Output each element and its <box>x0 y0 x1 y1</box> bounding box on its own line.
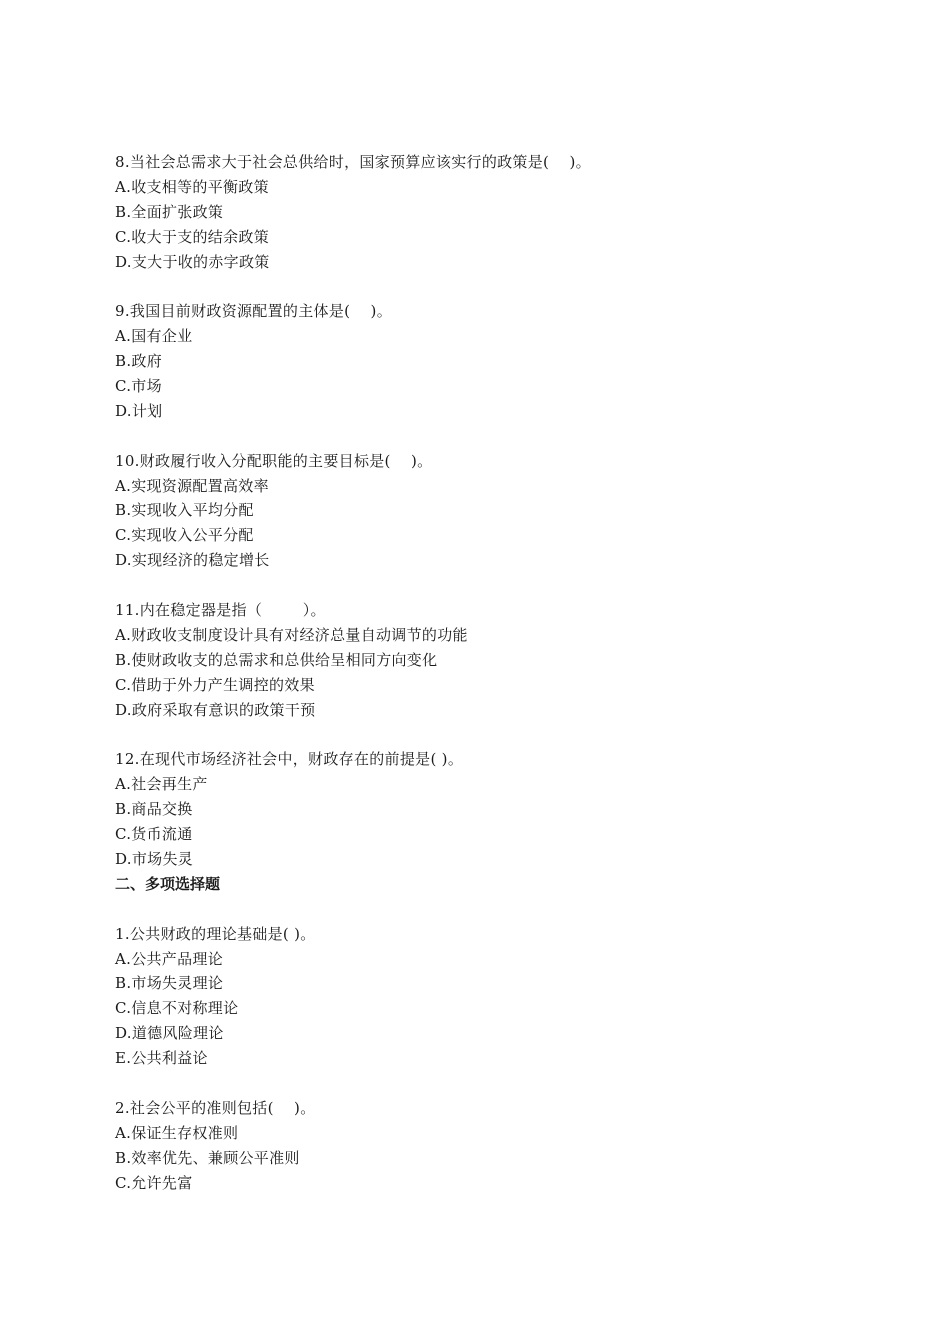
option-a: A.保证生存权准则 <box>115 1123 239 1142</box>
question-text: 10.财政履行收入分配职能的主要目标是( )。 <box>115 451 433 470</box>
question-11 <box>115 598 875 722</box>
option-a: A.公共产品理论 <box>115 949 224 968</box>
option-c: C.借助于外力产生调控的效果 <box>115 675 315 694</box>
question-10 <box>115 449 875 573</box>
section-heading: 二、多项选择题 <box>115 874 221 893</box>
multi-question-2 <box>115 1096 875 1196</box>
option-c: C.市场 <box>115 377 162 396</box>
multi-question-1 <box>115 922 875 1071</box>
option-c: C.收大于支的结余政策 <box>115 227 270 246</box>
question-text: 12.在现代市场经济社会中，财政存在的前提是( )。 <box>115 750 464 769</box>
option-b: B.实现收入平均分配 <box>115 501 254 520</box>
option-e: E.公共利益论 <box>115 1049 208 1068</box>
option-b: B.政府 <box>115 352 162 371</box>
option-d: D.市场失灵 <box>115 849 194 868</box>
document-page <box>115 150 875 1195</box>
spacer <box>115 1071 875 1096</box>
question-text: 1.公共财政的理论基础是( )。 <box>115 924 316 943</box>
question-text: 11.内在稳定器是指（ ）。 <box>115 601 326 620</box>
option-c: C.允许先富 <box>115 1173 193 1192</box>
spacer <box>115 573 875 598</box>
spacer <box>115 897 875 922</box>
option-a: A.财政收支制度设计具有对经济总量自动调节的功能 <box>115 625 468 644</box>
option-d: D.计划 <box>115 401 163 420</box>
spacer <box>115 274 875 299</box>
question-12 <box>115 747 875 871</box>
question-text: 2.社会公平的准则包括( )。 <box>115 1098 316 1117</box>
option-c: C.货币流通 <box>115 825 193 844</box>
option-b: B.使财政收支的总需求和总供给呈相同方向变化 <box>115 650 438 669</box>
option-d: D.支大于收的赤字政策 <box>115 252 270 271</box>
option-b: B.全面扩张政策 <box>115 202 224 221</box>
option-a: A.国有企业 <box>115 327 193 346</box>
option-c: C.信息不对称理论 <box>115 999 239 1018</box>
option-b: B.商品交换 <box>115 800 193 819</box>
option-a: A.社会再生产 <box>115 775 208 794</box>
option-d: D.道德风险理论 <box>115 1024 224 1043</box>
option-d: D.政府采取有意识的政策干预 <box>115 700 316 719</box>
option-c: C.实现收入公平分配 <box>115 526 254 545</box>
option-a: A.收支相等的平衡政策 <box>115 177 269 196</box>
option-b: B.效率优先、兼顾公平准则 <box>115 1148 300 1167</box>
option-d: D.实现经济的稳定增长 <box>115 551 270 570</box>
spacer <box>115 722 875 747</box>
question-text: 8.当社会总需求大于社会总供给时，国家预算应该实行的政策是( )。 <box>115 153 591 171</box>
option-a: A.实现资源配置高效率 <box>115 476 269 495</box>
option-b: B.市场失灵理论 <box>115 974 224 993</box>
question-8 <box>115 150 875 274</box>
spacer <box>115 424 875 449</box>
question-9 <box>115 299 875 423</box>
question-text: 9.我国目前财政资源配置的主体是( )。 <box>115 302 392 321</box>
